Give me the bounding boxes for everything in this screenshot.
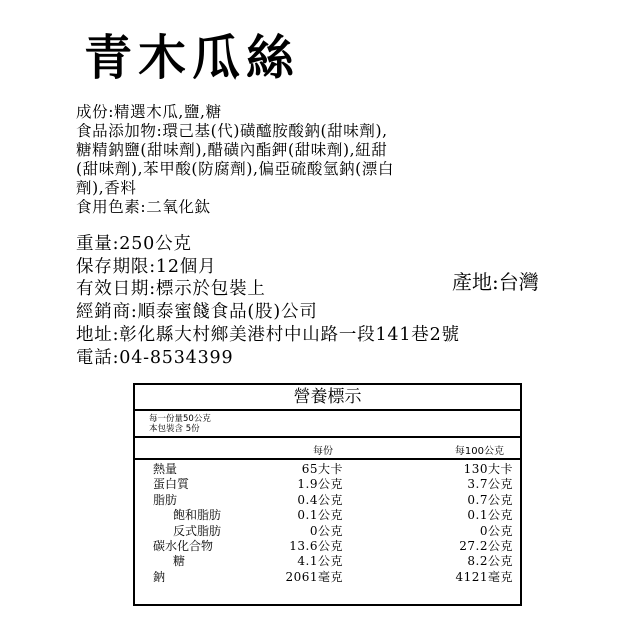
per-100g-value: 4121毫克 <box>455 569 513 584</box>
per-100g-value: 27.2公克 <box>459 538 513 553</box>
per-100g-value: 0.7公克 <box>467 492 513 507</box>
nutrition-rows <box>135 460 520 585</box>
nutrient-row-energy <box>135 462 520 477</box>
per-serving-value: 65大卡 <box>301 462 343 476</box>
nutrition-header-row <box>135 438 520 460</box>
per-100g-header: 每100公克 <box>454 446 504 457</box>
colorant-line: 食用色素:二氧化鈦 <box>76 198 211 216</box>
additives-line: (甜味劑),苯甲酸(防腐劑),偏亞硫酸氫鈉(漂白 <box>76 160 394 178</box>
weight-line: 重量:250公克 <box>76 234 192 254</box>
ingredients-block <box>76 103 526 217</box>
address-line: 地址:彰化縣大村鄉美港村中山路一段141巷2號 <box>76 324 460 345</box>
per-100g-value: 8.2公克 <box>467 554 513 569</box>
origin-label: 產地:台灣 <box>452 270 539 294</box>
distributor-line: 經銷商:順泰蜜餞食品(股)公司 <box>76 302 318 323</box>
per-serving-value: 0.1公克 <box>297 508 343 523</box>
nutrient-name: 糖 <box>173 554 186 569</box>
per-100g-value: 130大卡 <box>463 462 513 476</box>
per-serving-value: 13.6公克 <box>289 538 343 553</box>
nutrition-facts-table <box>133 383 522 606</box>
additives-line: 食品添加物:環己基(代)磺醯胺酸鈉(甜味劑), <box>76 122 388 140</box>
additives-line: 糖精鈉鹽(甜味劑),醋磺內酯鉀(甜味劑),紐甜 <box>76 141 388 159</box>
nutrient-row-saturated-fat <box>135 508 520 523</box>
per-100g-value: 0公克 <box>479 523 513 538</box>
nutrient-row-sodium <box>135 570 520 585</box>
nutrient-name: 熱量 <box>153 462 178 476</box>
serving-size: 每一份量50公克 <box>149 414 211 424</box>
nutrient-row-fat <box>135 493 520 508</box>
nutrient-name: 碳水化合物 <box>153 538 214 553</box>
per-serving-header: 每份 <box>313 446 333 457</box>
nutrient-row-trans-fat <box>135 524 520 539</box>
shelf-life-line: 保存期限:12個月 <box>76 256 217 277</box>
nutrient-name: 飽和脂肪 <box>173 508 222 523</box>
product-title: 青木瓜絲 <box>84 30 301 86</box>
per-serving-value: 1.9公克 <box>297 477 343 492</box>
nutrient-row-sugar <box>135 554 520 569</box>
nutrient-name: 脂肪 <box>153 492 178 507</box>
per-serving-value: 2061毫克 <box>285 569 343 584</box>
nutrient-row-protein <box>135 477 520 492</box>
per-100g-value: 0.1公克 <box>467 508 513 523</box>
nutrient-name: 反式脂肪 <box>173 523 222 538</box>
nutrient-row-carbohydrate <box>135 539 520 554</box>
per-100g-value: 3.7公克 <box>467 477 513 492</box>
nutrient-name: 鈉 <box>153 569 166 584</box>
product-info-block <box>76 233 460 369</box>
serving-info <box>135 411 520 438</box>
expiry-line: 有效日期:標示於包裝上 <box>76 279 266 300</box>
additives-line: 劑),香料 <box>76 179 137 197</box>
per-serving-value: 4.1公克 <box>297 554 343 569</box>
per-serving-value: 0公克 <box>309 523 343 538</box>
nutrient-name: 蛋白質 <box>153 477 190 492</box>
servings-per-package: 本包裝含 5份 <box>149 424 200 434</box>
per-serving-value: 0.4公克 <box>297 492 343 507</box>
phone-line: 電話:04-8534399 <box>76 347 234 368</box>
nutrition-title: 營養標示 <box>135 385 520 411</box>
ingredients-line: 成份:精選木瓜,鹽,糖 <box>76 103 222 121</box>
